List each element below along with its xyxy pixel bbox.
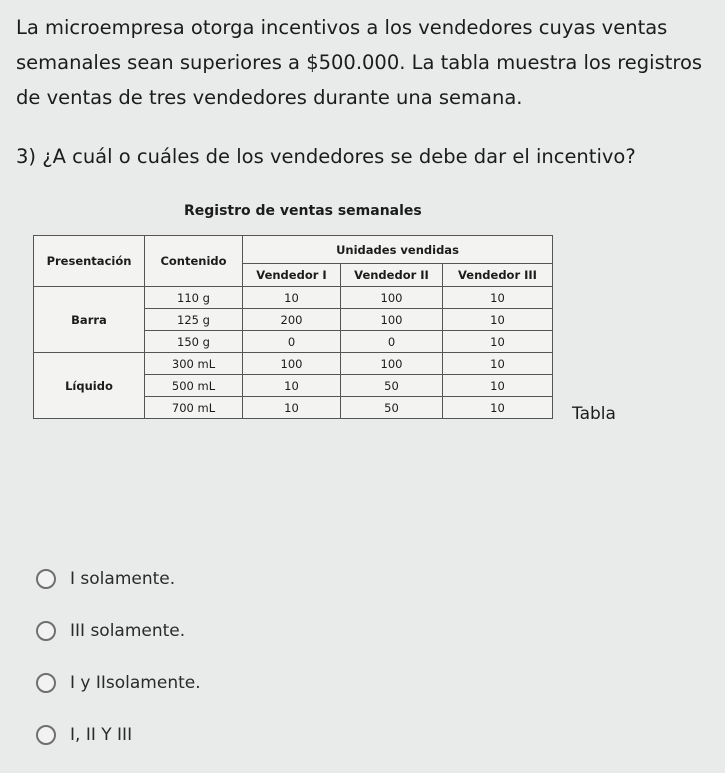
question-text: 3) ¿A cuál o cuáles de los vendedores se debe dar el incentivo?: [16, 145, 636, 168]
header-contenido: Contenido: [145, 236, 243, 287]
cell-contenido: 700 mL: [145, 397, 243, 419]
cell-vendedor-3: 10: [443, 309, 553, 331]
problem-statement: La microempresa otorga incentivos a los vendedores cuyas ventas semanales sean superiores a $500.000. La tabla muestra los registros de ventas de tres vendedores durante una semana.: [16, 16, 703, 109]
header-vendedor-2: Vendedor II: [341, 264, 443, 287]
table-title: Registro de ventas semanales: [184, 203, 422, 219]
group-liquido: Líquido: [34, 353, 145, 419]
cell-vendedor-3: 10: [443, 331, 553, 353]
option-label: I y IIsolamente.: [70, 673, 201, 693]
header-presentacion: Presentación: [34, 236, 145, 287]
cell-vendedor-1: 200: [243, 309, 341, 331]
option-2[interactable]: [36, 617, 201, 645]
cell-vendedor-1: 100: [243, 353, 341, 375]
cell-vendedor-1: 10: [243, 287, 341, 309]
cell-contenido: 150 g: [145, 331, 243, 353]
answer-options: [36, 565, 201, 773]
header-vendedor-3: Vendedor III: [443, 264, 553, 287]
radio-button[interactable]: [36, 725, 56, 745]
cell-vendedor-1: 0: [243, 331, 341, 353]
cell-contenido: 110 g: [145, 287, 243, 309]
cell-vendedor-1: 10: [243, 397, 341, 419]
header-vendedor-1: Vendedor I: [243, 264, 341, 287]
cell-vendedor-3: 10: [443, 397, 553, 419]
option-3[interactable]: [36, 669, 201, 697]
cell-vendedor-2: 50: [341, 375, 443, 397]
group-barra: Barra: [34, 287, 145, 353]
cell-vendedor-2: 0: [341, 331, 443, 353]
cell-vendedor-2: 50: [341, 397, 443, 419]
cell-vendedor-2: 100: [341, 309, 443, 331]
option-label: I, II Y III: [70, 725, 133, 745]
cell-contenido: 300 mL: [145, 353, 243, 375]
header-unidades-vendidas: Unidades vendidas: [243, 236, 553, 264]
option-1[interactable]: [36, 565, 201, 593]
table-caption: Tabla: [572, 404, 616, 424]
cell-vendedor-2: 100: [341, 287, 443, 309]
sales-table: [33, 235, 553, 419]
cell-vendedor-3: 10: [443, 375, 553, 397]
option-label: I solamente.: [70, 569, 176, 589]
option-4[interactable]: [36, 721, 201, 749]
radio-button[interactable]: [36, 673, 56, 693]
cell-contenido: 125 g: [145, 309, 243, 331]
radio-button[interactable]: [36, 569, 56, 589]
table-row: [34, 353, 553, 375]
option-label: III solamente.: [70, 621, 186, 641]
radio-button[interactable]: [36, 621, 56, 641]
cell-vendedor-2: 100: [341, 353, 443, 375]
table-row: [34, 287, 553, 309]
cell-contenido: 500 mL: [145, 375, 243, 397]
cell-vendedor-3: 10: [443, 353, 553, 375]
cell-vendedor-3: 10: [443, 287, 553, 309]
cell-vendedor-1: 10: [243, 375, 341, 397]
